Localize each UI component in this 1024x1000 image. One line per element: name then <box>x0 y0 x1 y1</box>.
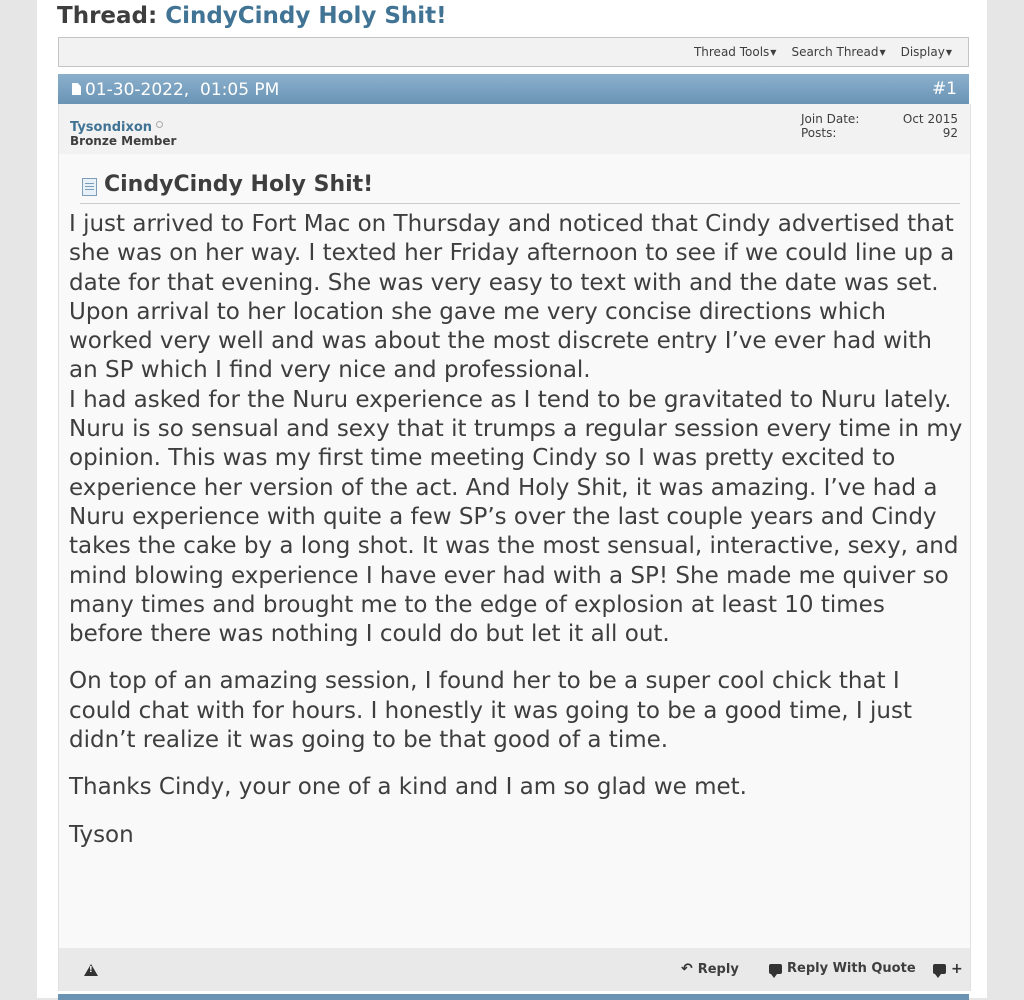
reply-button[interactable]: ↶ Reply <box>681 961 739 977</box>
posts-label: Posts: <box>801 126 837 140</box>
thread-name-link[interactable]: CindyCindy Holy Shit! <box>165 3 447 29</box>
post-doc-icon <box>72 83 81 95</box>
post-body <box>58 154 971 948</box>
post-paragraph: I had asked for the Nuru experience as I tend to be gravitated to Nuru lately. Nuru is so sensual and sexy that it trumps a regular session every time in my opinion. This was my first time meeting Cindy so I was pretty excited to experience her version of the act. And Holy Shit, it was amazing. I’ve had a Nuru experience with quite a few SP’s over the last couple years and Cindy takes the cake by a long shot. It was the most sensual, interactive, sexy, and mind blowing experience I have ever had with a SP! She made me quiver so many times and brought me to the edge of explosion at least 10 times before there was nothing I could do but let it all out. <box>69 386 963 648</box>
user-stats <box>801 112 958 140</box>
post-title: CindyCindy Holy Shit! <box>104 172 374 197</box>
join-date-value: Oct 2015 <box>902 112 958 126</box>
thread-title <box>57 3 447 29</box>
report-post-icon[interactable] <box>84 964 98 976</box>
multi-quote-button[interactable]: + <box>933 961 963 977</box>
search-thread-menu[interactable]: Search Thread▼ <box>791 45 886 59</box>
thread-tools-menu[interactable]: Thread Tools▼ <box>693 45 777 59</box>
multi-quote-icon <box>933 964 946 974</box>
post-footer <box>58 948 971 991</box>
post-title-row <box>80 172 960 204</box>
username-link[interactable]: Tysondixon <box>70 120 163 135</box>
quote-bubble-icon <box>769 964 782 974</box>
chevron-down-icon: ▼ <box>945 48 952 57</box>
chevron-down-icon: ▼ <box>879 48 886 57</box>
posts-count: 92 <box>942 126 958 140</box>
offline-status-icon <box>156 121 163 128</box>
user-rank: Bronze Member <box>70 134 177 148</box>
thread-toolbar <box>58 37 969 67</box>
post-date: 01-30-2022, 01:05 PM <box>85 80 280 100</box>
document-icon <box>82 178 97 196</box>
post-number-link[interactable]: #1 <box>931 79 957 99</box>
user-info <box>58 104 971 154</box>
join-date-label: Join Date: <box>801 112 860 126</box>
post-signature: Tyson <box>69 821 134 848</box>
post-paragraph: I just arrived to Fort Mac on Thursday and noticed that Cindy advertised that she was on her way. I texted her Friday afternoon to see if we could line up a date for that evening. She was very easy to text with and the date was set. <box>69 211 955 296</box>
chevron-down-icon: ▼ <box>770 48 777 57</box>
post-paragraph: Thanks Cindy, your one of a kind and I am so glad we met. <box>69 774 747 801</box>
post-paragraph: Upon arrival to her location she gave me very concise directions which worked very well and was about the most discrete entry I’ve ever had with an SP which I find very nice and professional. <box>69 298 932 384</box>
reply-arrow-icon: ↶ <box>681 961 693 977</box>
next-post-header <box>58 994 969 1000</box>
post-content <box>69 210 964 850</box>
thread-title-prefix: Thread: <box>57 3 158 29</box>
reply-with-quote-button[interactable]: Reply With Quote <box>769 961 916 976</box>
display-menu[interactable]: Display▼ <box>900 45 952 59</box>
post-paragraph: On top of an amazing session, I found her to be a super cool chick that I could chat with for hours. I honestly it was going to be a good time, I just didn’t realize it was going to be that good of a time. <box>69 668 912 754</box>
page <box>37 0 987 998</box>
post-header <box>58 74 969 105</box>
